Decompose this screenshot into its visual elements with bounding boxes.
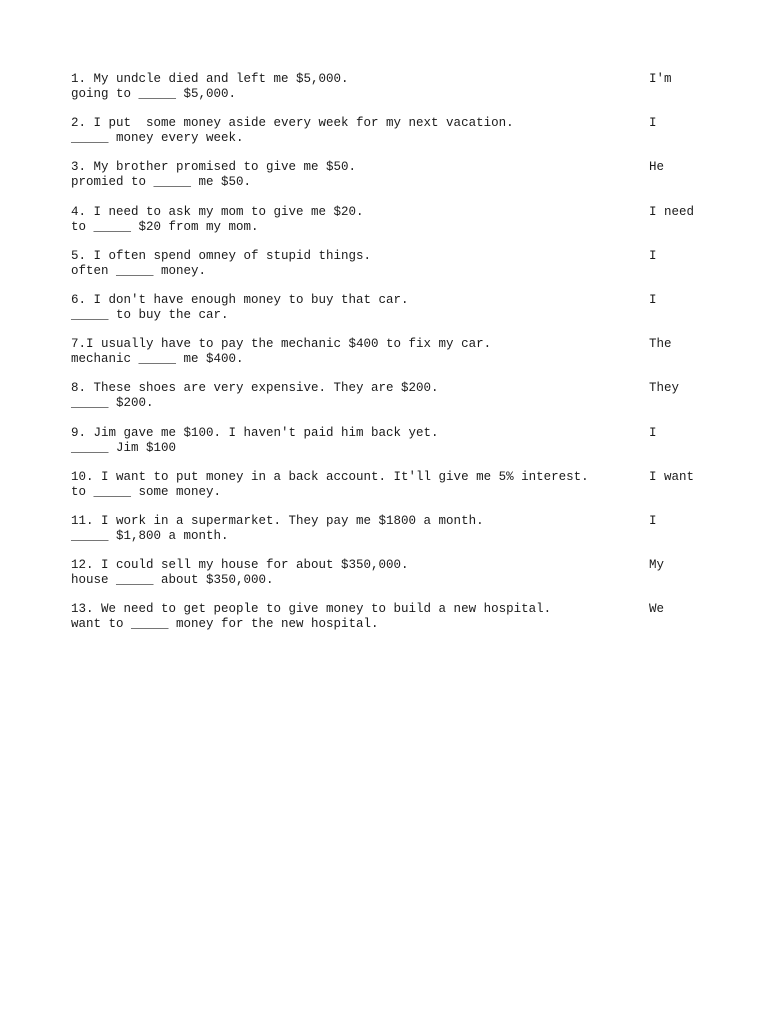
exercise-sentence: 13. We need to get people to give money to build a new hospital. bbox=[71, 602, 552, 617]
exercise-sentence: 3. My brother promised to give me $50. bbox=[71, 160, 357, 175]
exercise-sentence: 9. Jim gave me $100. I haven't paid him back yet. bbox=[71, 425, 439, 440]
rewrite-lead: He bbox=[649, 160, 665, 175]
rewrite-continuation: to _____ $20 from my mom. bbox=[71, 219, 259, 234]
rewrite-lead: I want bbox=[649, 469, 695, 484]
rewrite-lead: I bbox=[649, 513, 657, 528]
exercise-item-2 bbox=[71, 116, 711, 160]
exercise-item-9 bbox=[71, 426, 711, 470]
rewrite-lead: I bbox=[649, 248, 657, 263]
exercise-item-7 bbox=[71, 337, 711, 381]
rewrite-continuation: promied to _____ me $50. bbox=[71, 175, 252, 190]
rewrite-continuation: want to _____ money for the new hospital. bbox=[71, 617, 379, 632]
rewrite-continuation: to _____ some money. bbox=[71, 484, 222, 499]
exercise-sentence: 10. I want to put money in a back account. It'll give me 5% interest. bbox=[71, 469, 589, 484]
rewrite-lead: The bbox=[649, 337, 672, 352]
exercise-sentence: 1. My undcle died and left me $5,000. bbox=[71, 72, 349, 86]
exercise-sentence: 6. I don't have enough money to buy that car. bbox=[71, 292, 409, 307]
exercise-item-6 bbox=[71, 293, 711, 337]
exercise-sentence: 5. I often spend omney of stupid things. bbox=[71, 248, 372, 263]
exercise-sentence: 12. I could sell my house for about $350,000. bbox=[71, 558, 409, 573]
rewrite-continuation: _____ to buy the car. bbox=[71, 307, 229, 322]
exercise-item-3 bbox=[71, 160, 711, 204]
rewrite-lead: I bbox=[649, 425, 657, 440]
rewrite-continuation: house _____ about $350,000. bbox=[71, 573, 274, 588]
rewrite-continuation: _____ money every week. bbox=[71, 131, 244, 146]
exercise-item-11 bbox=[71, 514, 711, 558]
exercise-item-4 bbox=[71, 205, 711, 249]
rewrite-continuation: _____ Jim $100 bbox=[71, 440, 177, 455]
exercise-item-10 bbox=[71, 470, 711, 514]
exercise-sentence: 8. These shoes are very expensive. They are $200. bbox=[71, 381, 439, 396]
exercise-item-13 bbox=[71, 602, 711, 646]
rewrite-continuation: going to _____ $5,000. bbox=[71, 87, 237, 101]
rewrite-lead: They bbox=[649, 381, 680, 396]
exercise-item-5 bbox=[71, 249, 711, 293]
rewrite-lead: I bbox=[649, 292, 657, 307]
rewrite-continuation: _____ $200. bbox=[71, 396, 154, 411]
rewrite-lead: I need bbox=[649, 204, 695, 219]
exercise-sentence: 4. I need to ask my mom to give me $20. bbox=[71, 204, 364, 219]
exercise-sentence: 7.I usually have to pay the mechanic $400 to fix my car. bbox=[71, 337, 492, 352]
exercise-list bbox=[71, 72, 711, 646]
rewrite-continuation: often _____ money. bbox=[71, 263, 207, 278]
rewrite-continuation: mechanic _____ me $400. bbox=[71, 352, 244, 367]
exercise-sentence: 11. I work in a supermarket. They pay me $1800 a month. bbox=[71, 513, 484, 528]
rewrite-continuation: _____ $1,800 a month. bbox=[71, 528, 229, 543]
exercise-item-12 bbox=[71, 558, 711, 602]
rewrite-lead: I'm bbox=[649, 72, 672, 86]
rewrite-lead: My bbox=[649, 558, 665, 573]
rewrite-lead: I bbox=[649, 116, 657, 131]
exercise-item-1 bbox=[71, 72, 711, 116]
rewrite-lead: We bbox=[649, 602, 665, 617]
exercise-sentence: 2. I put some money aside every week for my next vacation. bbox=[71, 116, 514, 131]
exercise-item-8 bbox=[71, 381, 711, 425]
